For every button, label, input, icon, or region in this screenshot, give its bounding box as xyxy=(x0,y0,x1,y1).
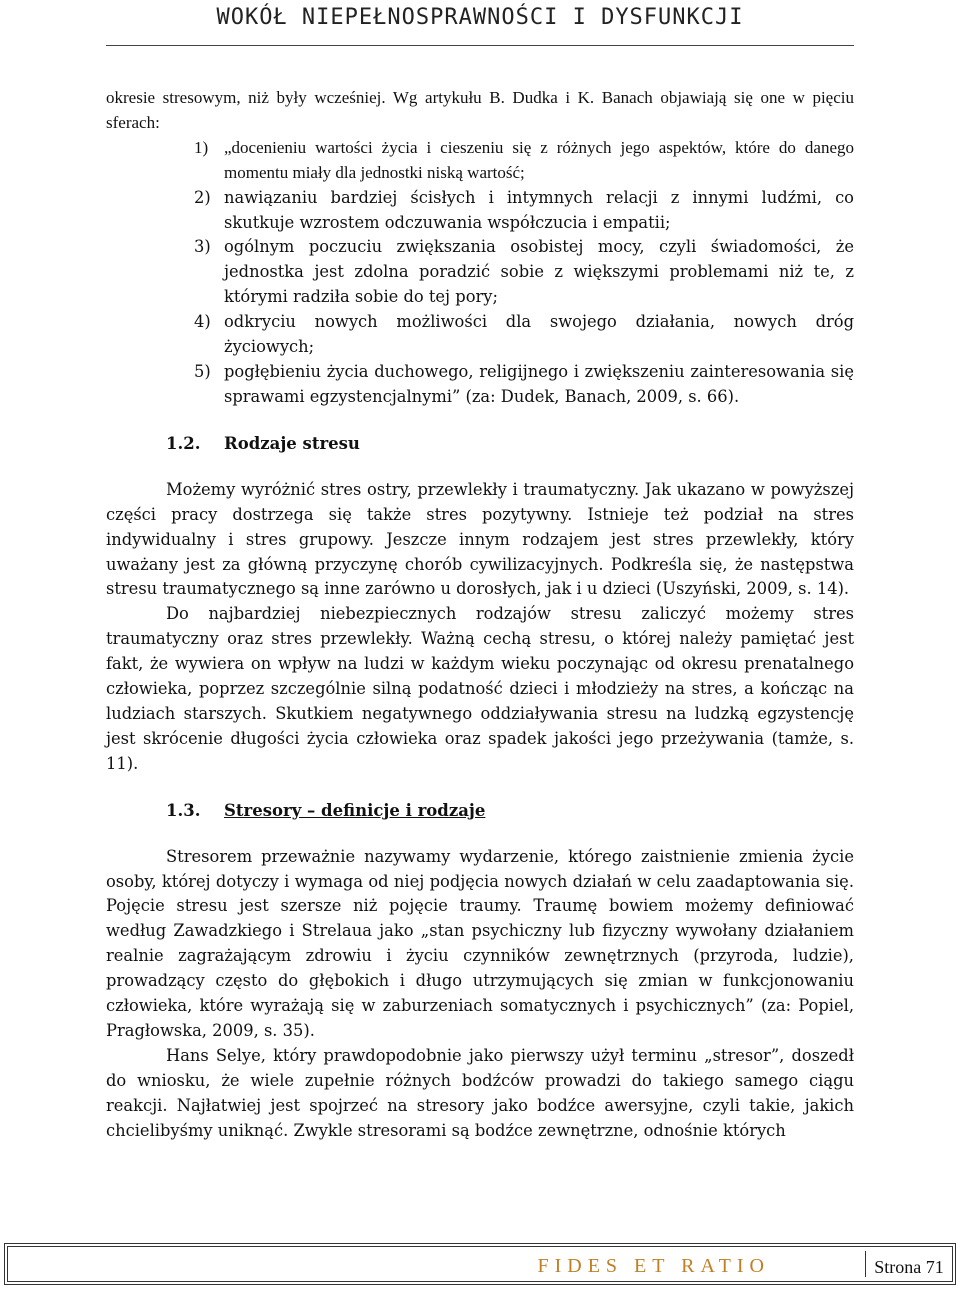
page-number: Strona 71 xyxy=(865,1251,952,1277)
list-item-text: pogłębieniu życia duchowego, religijnego i zwiększeniu zainteresowania się sprawami egzystencjalnymi” (za: Dudek, Banach, 2009, s. 66). xyxy=(224,361,854,406)
list-item xyxy=(106,136,854,186)
intro-paragraph: okresie stresowym, niż były wcześniej. Wg artykułu B. Dudka i K. Banach objawiają się one w pięciu sferach: xyxy=(106,88,854,132)
section-number: 1.3. xyxy=(166,800,201,820)
list-item-number: 5) xyxy=(194,361,211,381)
body-paragraph: Do najbardziej niebezpiecznych rodzajów stresu zaliczyć możemy stres traumatyczny oraz stres przewlekły. Ważną cechą stresu, o której należy pamiętać jest fakt, że wywiera on wpływ na ludzi w każdym wieku poczynając od okresu prenatalnego człowieka, poprzez szczególnie silną podatność dzieci i młodzieży na stres, a kończąc na ludziach starszych. Skutkiem negatywnego oddziaływania stresu na ludzką egzystencję jest skrócenie długości życia człowieka oraz spadek jakości jego przeżywania (tamże, s. 11). xyxy=(106,604,854,773)
page-footer xyxy=(4,1243,956,1285)
list-item-text: „docenieniu wartości życia i cieszeniu się z różnych jego aspektów, które do danego momentu miały dla jednostki niską wartość; xyxy=(224,137,854,182)
section-heading-1-3 xyxy=(166,799,854,823)
list-item-text: ogólnym poczuciu zwiększania osobistej mocy, czyli świadomości, że jednostka jest zdolna poradzić sobie z większymi problemami niż te, z którymi radziła sobie do tej pory; xyxy=(224,237,854,307)
list-item-number: 2) xyxy=(194,187,211,207)
footer-brand: FIDES ET RATIO xyxy=(537,1255,770,1277)
header-rule xyxy=(106,45,854,46)
list-item-number: 4) xyxy=(194,312,211,332)
body-paragraph: Możemy wyróżnić stres ostry, przewlekły i traumatyczny. Jak ukazano w powyższej części pracy dostrzega się także stres pozytywny. Istnieje też podział na stres indywidualny i stres grupowy. Jeszcze innym rodzajem jest stres przewlekły, który uważany jest za główną przyczynę chorób cywilizacyjnych. Podkreśla się, że następstwa stresu traumatycznego są inne zarówno u dorosłych, jak i u dzieci (Uszyński, 2009, s. 14). xyxy=(106,479,854,599)
running-header-title: WOKÓŁ NIEPEŁNOSPRAWNOŚCI I DYSFUNKCJI xyxy=(216,5,744,30)
list-item-text: nawiązaniu bardziej ścisłych i intymnych relacji z innymi ludźmi, co skutkuje wzrostem odczuwania współczucia i empatii; xyxy=(224,187,854,232)
list-item xyxy=(106,310,854,360)
list-item xyxy=(106,186,854,236)
section-number: 1.2. xyxy=(166,433,201,453)
footer-frame xyxy=(7,1246,953,1282)
body-paragraph: Stresorem przeważnie nazywamy wydarzenie, którego zaistnienie zmienia życie osoby, której dotyczy i wymaga od niej podjęcia nowych działań w celu zaadaptowania się. Pojęcie stresu jest szersze niż pojęcie traumy. Traumę bowiem możemy definiować według Zawadzkiego i Strelaua jako „stan psychiczny lub fizyczny wywołany działaniem realnie zagrażającym zdrowiu i życiu czynników zewnętrznych (przyroda, ludzie), prowadzący często do głębokich i długo utrzymujących się zmian w funkcjonowaniu człowieka, które wyrażają się w zaburzeniach somatycznych i psychicznych” (za: Popiel, Pragłowska, 2009, s. 35). xyxy=(106,846,854,1040)
body-paragraph: Hans Selye, który prawdopodobnie jako pierwszy użył terminu „stresor”, doszedł do wniosku, że wiele zupełnie różnych bodźców prowadzi do takiego samego ciągu reakcji. Najłatwiej jest spojrzeć na stresory jako bodźce awersyjne, czyli takie, jakich chcielibyśmy uniknąć. Zwykle stresorami są bodźce zewnętrzne, odnośnie których xyxy=(106,1045,854,1140)
page-content xyxy=(106,86,854,1144)
list-item xyxy=(106,235,854,310)
list-item-number: 1) xyxy=(194,137,209,157)
section-title: Rodzaje stresu xyxy=(224,433,360,453)
section-heading-1-2 xyxy=(166,432,854,456)
list-item-text: odkryciu nowych możliwości dla swojego działania, nowych dróg życiowych; xyxy=(224,312,854,357)
section-title: Stresory – definicje i rodzaje xyxy=(224,800,486,820)
list-item-number: 3) xyxy=(194,237,211,257)
spheres-list xyxy=(106,136,854,410)
list-item xyxy=(106,360,854,410)
